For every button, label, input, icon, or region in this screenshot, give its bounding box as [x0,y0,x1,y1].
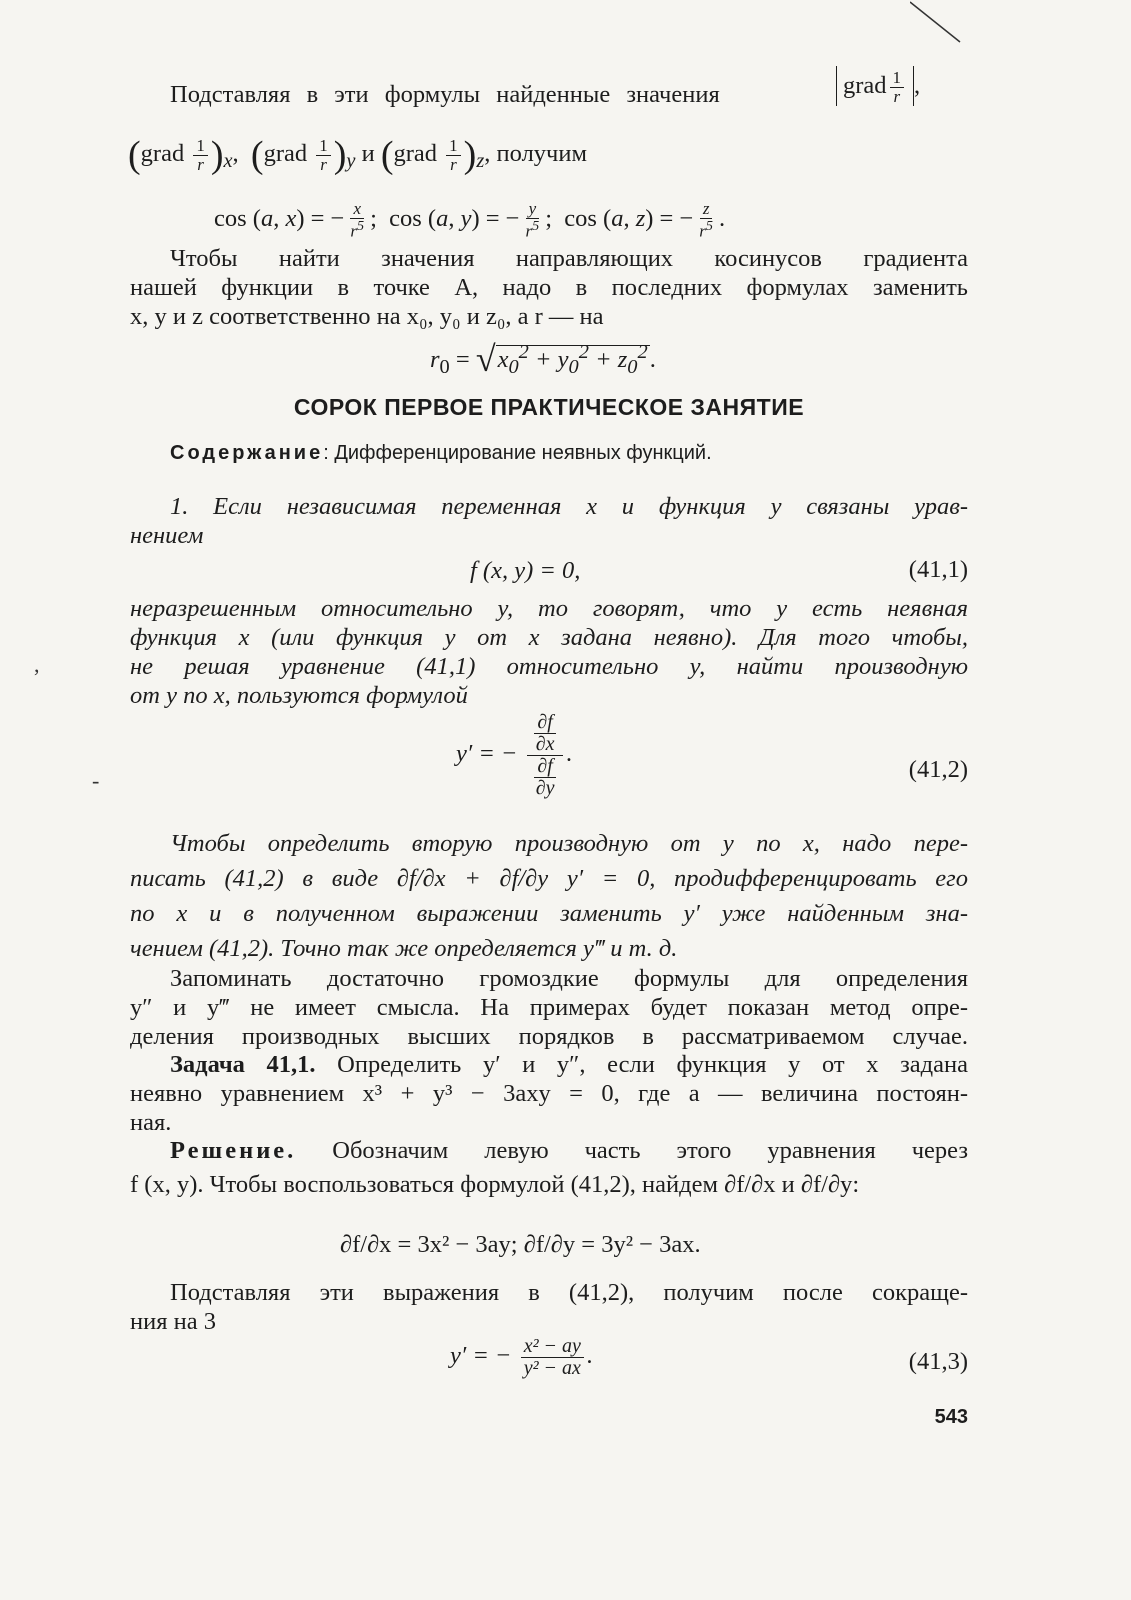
paragraph-direction-cosines: Чтобы найти значения направляющих косинусов градиента нашей функции в точке A, надо в последних формулах заменить x, y и z соответственно на x₀, y₀ и z₀, а r — на [130,245,968,330]
paragraph-substitution: Подставляя эти выражения в (41,2), получим после сокраще- ния на 3 [130,1279,968,1335]
page-number: 543 [934,1406,968,1428]
lesson-heading: СОРОК ПЕРВОЕ ПРАКТИЧЕСКОЕ ЗАНЯТИЕ [293,394,805,420]
scan-speck: , [34,652,40,677]
r0-formula: $r_0 = √x_0^2 + y_0^2 + z_0^2$. [430,339,656,380]
equation-number-41-2: (41,2) [908,756,968,783]
scan-corner-mark [910,0,980,60]
rule-implicit-continued: неразрешенным относительно y, то говорят, что y есть неявная функция x (или функция y от x задана неявно). Для того чтобы, не решая уравнение (41,1) относительно y, найти производную от y по x, пользуются формулой [130,595,968,709]
intro-line-1: Подставляя в эти формулы найденные значения [170,81,720,108]
equation-number-41-1: (41,1) [908,556,968,583]
rule-implicit-function: 1. Если независимая переменная x и функция y связаны урав- нением [130,493,968,549]
partial-derivatives-formula: ∂f/∂x = 3x² − 3ay; ∂f/∂y = 3y² − 3ax. [340,1231,701,1258]
equation-41-1: f (x, y) = 0, [470,557,581,584]
grad-abs-expression: grad $\frac{1}{r}$ , [836,66,920,106]
equation-41-2: y′ = − $\frac{\frac{\partial f}{\partial x}}{\frac{\partial f}{\partial y}}$ . [456,711,573,799]
direction-cosines-formula: cos (a, x) = − $\frac{x}{r^5}$ ; cos (a, y) = − $\frac{y}{r^5}$ ; cos (a, z) = − $\frac{z}{r^5}$ . [214,199,726,241]
paragraph-higher-derivatives: Запоминать достаточно громоздкие формулы для определения y″ и y‴ не имеет смысла. На примерах будет показан метод опре- деления производных высших порядков в рассматриваемом случае. [130,965,968,1050]
solution-paragraph: Решение. Обозначим левую часть этого уравнения через f (x, y). Чтобы воспользоваться формулой (41,2), найдем ∂f/∂x и ∂f/∂y: [130,1137,968,1198]
scan-speck: - [92,768,100,793]
rule-second-derivative: Чтобы определить вторую производную от y по x, надо пере- писать (41,2) в виде ∂f/∂x + ∂f/∂y y′ = 0, продифференцировать его по x и в полученном выражении заменить y′ уже найденным зна- чением (41,2). Точно так же определяется y‴ и т. д. [130,830,968,962]
equation-number-41-3: (41,3) [908,1348,968,1375]
lesson-contents: Содержание: Дифференцирование неявных функций. [170,442,712,464]
grad-components-line: (grad $\frac{1}{r}$ )$_x$, (grad $\frac{1}{r}$ )$_y$ и (grad $\frac{1}{r}$ )$_z$, получим [128,134,587,176]
equation-41-3: y′ = − $\frac{\text{x² − ay}}{\text{y² − ax}}$ . [450,1335,594,1379]
task-41-1: Задача 41,1. Определить y′ и y″, если функция y от x задана неявно уравнением x³ + y³ − 3axy = 0, где a — величина постоян- ная. [130,1051,968,1136]
